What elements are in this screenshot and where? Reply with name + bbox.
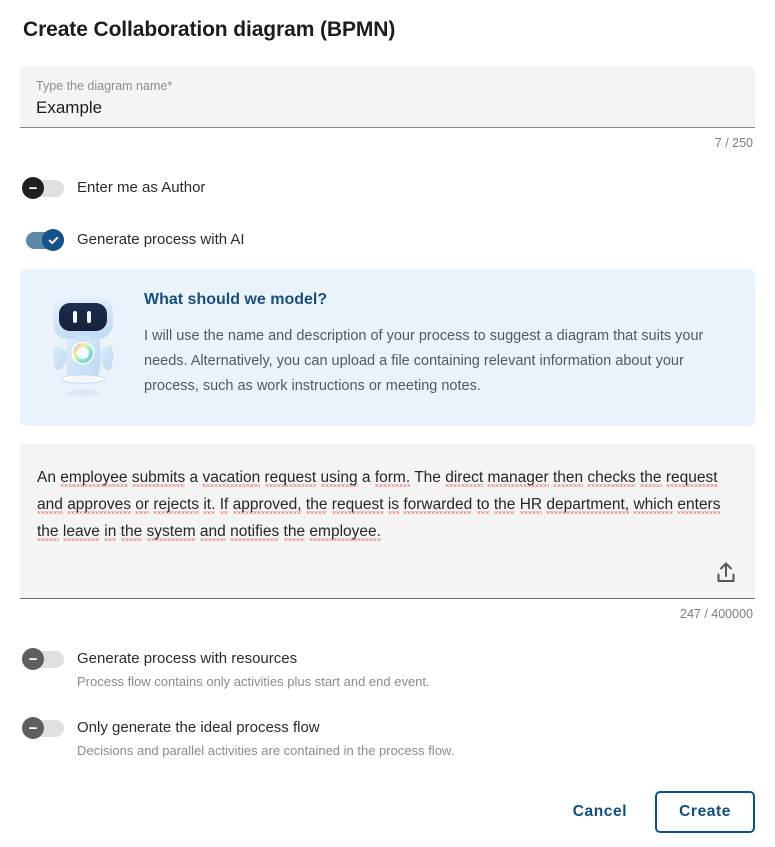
spellcheck-word: using <box>320 469 358 486</box>
spellcheck-word: submits <box>131 469 186 486</box>
cancel-button[interactable]: Cancel <box>559 793 641 831</box>
toggle-knob <box>22 717 44 739</box>
ai-panel-body <box>144 287 733 406</box>
spellcheck-word: request <box>264 469 317 486</box>
toggle-label-enter-me-as-author: Enter me as Author <box>77 179 206 196</box>
ai-panel-text: I will use the name and description of your process to suggest a diagram that suits your needs. Alternatively, you can upload a file containing relevant information about your process, such as work instructions or meeting notes. <box>144 328 704 394</box>
toggle-row-only-generate-ideal-process-flow[interactable] <box>20 717 755 739</box>
spellcheck-word: the <box>493 496 516 513</box>
diagram-name-label: Type the diagram name* <box>36 79 173 93</box>
toggle-label-generate-process-with-resources: Generate process with resources <box>77 650 298 667</box>
spellcheck-word: the <box>639 469 662 486</box>
toggle-hint-generate-process-with-resources: Process flow contains only activities plus start and end event. <box>77 674 430 689</box>
page-title: Create Collaboration diagram (BPMN) <box>23 18 396 41</box>
spellcheck-word: or <box>135 496 150 513</box>
process-description-text: An employee submits a vacation request using a form. The direct manager then checks the request and approves or rejects it. If approved, the request is forwarded to the HR department, which enters the leave in the system and notifies the employee. <box>37 469 721 540</box>
toggle-group-only-generate-ideal-process-flow <box>20 717 755 760</box>
toggle-label-only-generate-ideal-process-flow: Only generate the ideal process flow <box>77 719 320 736</box>
toggle-label-generate-process-with-ai: Generate process with AI <box>77 231 245 248</box>
spellcheck-word: it. <box>203 496 216 513</box>
toggle-generate-process-with-ai[interactable] <box>22 229 64 251</box>
toggle-row-generate-process-with-resources[interactable] <box>20 648 755 670</box>
spellcheck-word: approves <box>67 496 131 513</box>
spellcheck-word: notifies <box>230 523 280 540</box>
spellcheck-word: system <box>146 523 196 540</box>
spellcheck-word: the <box>283 523 306 540</box>
spellcheck-word: rejects <box>153 496 200 513</box>
toggle-knob <box>22 648 44 670</box>
spellcheck-word: HR <box>519 496 543 513</box>
spellcheck-word: employee <box>60 469 128 486</box>
spellcheck-word: to <box>476 496 490 513</box>
spellcheck-word: form. <box>374 469 411 486</box>
toggle-group-generate-process-with-resources <box>20 648 755 691</box>
toggle-row-enter-me-as-author[interactable] <box>20 177 755 199</box>
process-description-input[interactable] <box>37 464 735 545</box>
toggle-only-generate-ideal-process-flow[interactable] <box>22 717 64 739</box>
spellcheck-word: request <box>665 469 718 486</box>
ai-panel-title: What should we model? <box>144 291 328 308</box>
create-button[interactable]: Create <box>655 791 755 833</box>
spellcheck-word: manager <box>487 469 549 486</box>
spellcheck-word: in <box>104 523 117 540</box>
upload-icon[interactable] <box>713 560 739 586</box>
ai-info-panel <box>20 269 755 426</box>
toggle-knob <box>22 177 44 199</box>
spellcheck-word: forwarded <box>403 496 473 513</box>
upload-icon-svg <box>713 560 739 586</box>
spellcheck-word: leave <box>62 523 100 540</box>
spellcheck-word: request <box>331 496 384 513</box>
check-icon <box>47 234 60 247</box>
minus-icon <box>27 182 39 194</box>
spellcheck-word: which <box>633 496 674 513</box>
minus-icon <box>27 653 39 665</box>
spellcheck-word: If <box>219 496 229 513</box>
dialog-footer <box>559 791 755 833</box>
toggle-row-generate-process-with-ai[interactable] <box>20 229 755 251</box>
toggle-knob <box>42 229 64 251</box>
spellcheck-word: the <box>120 523 143 540</box>
spellcheck-word: checks <box>587 469 636 486</box>
process-description-field[interactable] <box>20 444 755 599</box>
minus-icon <box>27 722 39 734</box>
toggle-enter-me-as-author[interactable] <box>22 177 64 199</box>
spellcheck-word: approved, <box>232 496 302 513</box>
spellcheck-word: the <box>37 523 59 540</box>
toggle-generate-process-with-resources[interactable] <box>22 648 64 670</box>
diagram-name-input[interactable]: Example <box>36 98 103 117</box>
robot-mascot-svg <box>40 289 126 401</box>
spellcheck-word: is <box>387 496 400 513</box>
spellcheck-word: and <box>37 496 63 513</box>
spellcheck-word: and <box>199 523 226 540</box>
diagram-name-field[interactable] <box>20 66 755 128</box>
spellcheck-word: enters <box>677 496 721 513</box>
process-description-counter: 247 / 400000 <box>680 607 753 621</box>
spellcheck-word: the <box>305 496 328 513</box>
spellcheck-word: then <box>552 469 584 486</box>
spellcheck-word: employee. <box>309 523 381 540</box>
diagram-name-counter: 7 / 250 <box>714 136 753 150</box>
spellcheck-word: vacation <box>202 469 261 486</box>
spellcheck-word: direct <box>445 469 484 486</box>
robot-mascot-icon <box>40 287 126 406</box>
toggle-hint-only-generate-ideal-process-flow: Decisions and parallel activities are contained in the process flow. <box>77 743 455 758</box>
spellcheck-word: department, <box>546 496 630 513</box>
